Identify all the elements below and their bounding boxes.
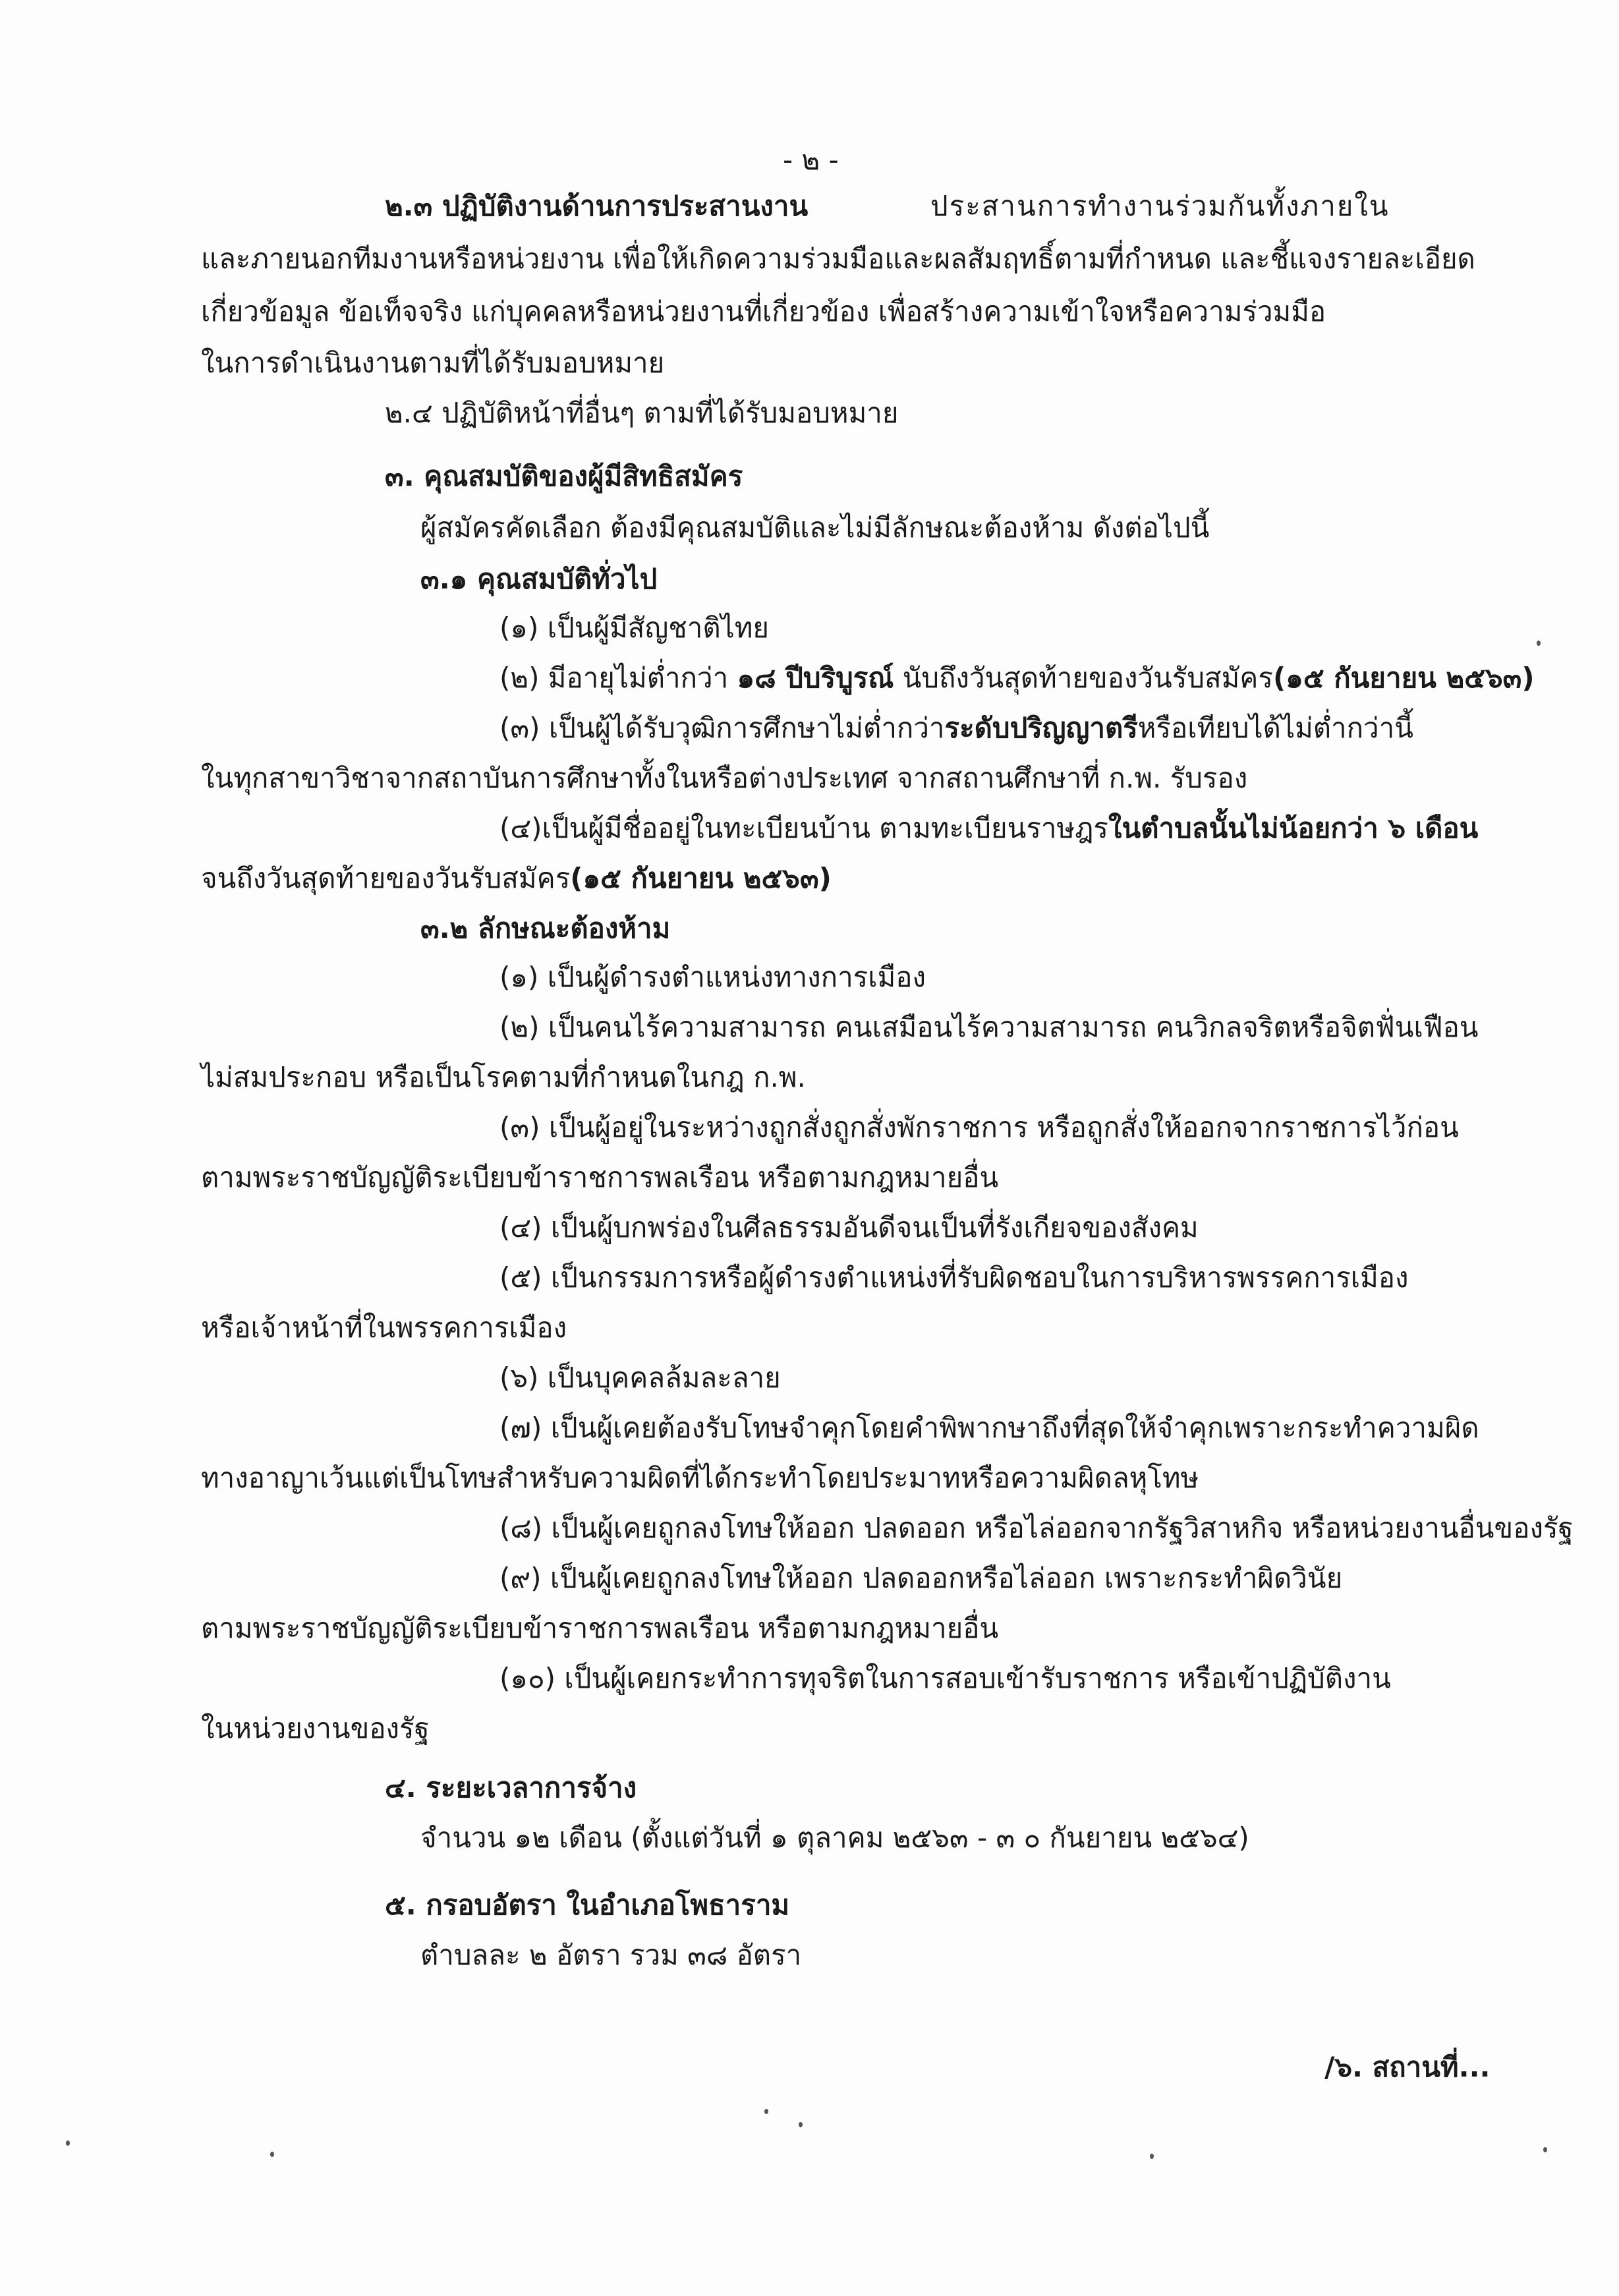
continuation-marker: /๖. สถานที่... <box>1324 2051 1491 2083</box>
section-2-3-text-line4: ในการดำเนินงานตามที่ได้รับมอบหมาย <box>201 347 665 379</box>
scan-speck <box>764 2109 768 2114</box>
prohibition-7-line2: ทางอาญาเว้นแต่เป็นโทษสำหรับความผิดที่ได้กระทำโดยประมาทหรือความผิดลหุโทษ <box>201 1462 1199 1494</box>
qualification-2 <box>499 664 1535 692</box>
page-number: - ๒ - <box>783 144 839 176</box>
section-2-3-text-line2: และภายนอกทีมงานหรือหน่วยงาน เพื่อให้เกิดความร่วมมือและผลสัมฤทธิ์ตามที่กำหนด และชี้แจงรายละเอียด <box>201 243 1475 275</box>
qualification-1: (๑) เป็นผู้มีสัญชาติไทย <box>499 612 770 644</box>
prohibition-4: (๔) เป็นผู้บกพร่องในศีลธรรมอันดีจนเป็นที่รังเกียจของสังคม <box>499 1211 1199 1244</box>
section-4-text: จำนวน ๑๒ เดือน (ตั้งแต่วันที่ ๑ ตุลาคม ๒๕๖๓ - ๓ ๐ กันยายน ๒๕๖๔) <box>420 1822 1249 1854</box>
prohibition-2: (๒) เป็นคนไร้ความสามารถ คนเสมือนไร้ความสามารถ คนวิกลจริตหรือจิตฟั่นเฟือน <box>499 1011 1479 1043</box>
qualification-4-date: (๑๕ กันยายน ๒๕๖๓) <box>570 862 832 894</box>
section-5-heading: ๕. กรอบอัตรา ในอำเภอโพธาราม <box>385 1889 790 1921</box>
prohibition-6: (๖) เป็นบุคคลล้มละลาย <box>499 1362 781 1394</box>
prohibition-10: (๑๐) เป็นผู้เคยกระทำการทุจริตในการสอบเข้ารับราชการ หรือเข้าปฏิบัติงาน <box>499 1662 1391 1694</box>
qualification-3-degree: ระดับปริญญาตรี <box>944 712 1138 744</box>
scan-speck <box>270 2152 274 2157</box>
prohibition-7: (๗) เป็นผู้เคยต้องรับโทษจำคุกโดยคำพิพากษาถึงที่สุดให้จำคุกเพราะกระทำความผิด <box>499 1412 1479 1444</box>
prohibition-2-line2: ไม่สมประกอบ หรือเป็นโรคตามที่กำหนดในกฎ ก.พ. <box>201 1061 806 1093</box>
qualification-4-residence: ในตำบลนั้นไม่น้อยกว่า ๖ เดือน <box>1108 812 1479 844</box>
qualification-4-pre: (๔)เป็นผู้มีชื่ออยู่ในทะเบียนบ้าน ตามทะเบียนราษฎร <box>499 812 1108 844</box>
prohibition-8: (๘) เป็นผู้เคยถูกลงโทษให้ออก ปลดออก หรือไล่ออกจากรัฐวิสาหกิจ หรือหน่วยงานอื่นของรัฐ <box>499 1512 1574 1544</box>
section-2-3-text-line3: เกี่ยวข้อมูล ข้อเท็จจริง แก่บุคคลหรือหน่วยงานที่เกี่ยวข้อง เพื่อสร้างความเข้าใจหรือความร่วมมือ <box>201 295 1326 328</box>
section-5-text: ตำบลละ ๒ อัตรา รวม ๓๘ อัตรา <box>420 1939 802 1971</box>
section-4-heading: ๔. ระยะเวลาการจ้าง <box>385 1771 637 1804</box>
qualification-2-mid: นับถึงวันสุดท้ายของวันรับสมัคร <box>894 662 1273 694</box>
qualification-4-line2 <box>201 862 832 894</box>
qualification-3-post: หรือเทียบได้ไม่ต่ำกว่านี้ <box>1137 712 1413 744</box>
prohibition-3-line2: ตามพระราชบัญญัติระเบียบข้าราชการพลเรือน หรือตามกฎหมายอื่น <box>201 1161 999 1193</box>
section-2-4: ๒.๔ ปฏิบัติหน้าที่อื่นๆ ตามที่ได้รับมอบหมาย <box>385 397 899 429</box>
prohibition-9-line2: ตามพระราชบัญญัติระเบียบข้าราชการพลเรือน หรือตามกฎหมายอื่น <box>201 1612 999 1644</box>
qualification-2-date: (๑๕ กันยายน ๒๕๖๓) <box>1272 662 1535 694</box>
qualification-2-age: ๑๘ ปีบริบูรณ์ <box>737 662 894 694</box>
section-3-intro: ผู้สมัครคัดเลือก ต้องมีคุณสมบัติและไม่มีลักษณะต้องห้าม ดังต่อไปนี้ <box>420 511 1210 544</box>
qualification-4-line2-pre: จนถึงวันสุดท้ายของวันรับสมัคร <box>201 862 571 894</box>
section-3-2-heading: ๓.๒ ลักษณะต้องห้าม <box>420 912 671 944</box>
prohibition-1: (๑) เป็นผู้ดำรงตำแหน่งทางการเมือง <box>499 961 926 993</box>
scan-speck <box>1537 641 1541 646</box>
scan-speck <box>66 2140 70 2146</box>
prohibition-5: (๕) เป็นกรรมการหรือผู้ดำรงตำแหน่งที่รับผิดชอบในการบริหารพรรคการเมือง <box>499 1261 1409 1294</box>
section-3-1-heading: ๓.๑ คุณสมบัติทั่วไป <box>420 563 658 595</box>
qualification-3-pre: (๓) เป็นผู้ได้รับวุฒิการศึกษาไม่ต่ำกว่า <box>499 712 945 744</box>
scan-speck <box>1150 2154 1154 2159</box>
prohibition-10-line2: ในหน่วยงานของรัฐ <box>201 1712 430 1744</box>
qualification-2-pre: (๒) มีอายุไม่ต่ำกว่า <box>499 662 737 694</box>
scan-speck <box>799 2122 803 2127</box>
scan-speck <box>1543 2147 1547 2152</box>
qualification-4 <box>499 812 1479 844</box>
qualification-3 <box>499 714 1413 742</box>
section-2-3-text-line1: ประสานการทำงานร่วมกันทั้งภายใน <box>930 190 1390 222</box>
prohibition-3: (๓) เป็นผู้อยู่ในระหว่างถูกสั่งถูกสั่งพักราชการ หรือถูกสั่งให้ออกจากราชการไว้ก่อน <box>499 1111 1459 1143</box>
prohibition-5-line2: หรือเจ้าหน้าที่ในพรรคการเมือง <box>201 1311 567 1344</box>
section-2-3-heading: ๒.๓ ปฏิบัติงานด้านการประสานงาน <box>385 190 809 222</box>
section-3-heading: ๓. คุณสมบัติของผู้มีสิทธิสมัคร <box>385 460 743 492</box>
qualification-3-line2: ในทุกสาขาวิชาจากสถาบันการศึกษาทั้งในหรือต่างประเทศ จากสถานศึกษาที่ ก.พ. รับรอง <box>201 762 1248 794</box>
prohibition-9: (๙) เป็นผู้เคยถูกลงโทษให้ออก ปลดออกหรือไล่ออก เพราะกระทำผิดวินัย <box>499 1562 1343 1594</box>
